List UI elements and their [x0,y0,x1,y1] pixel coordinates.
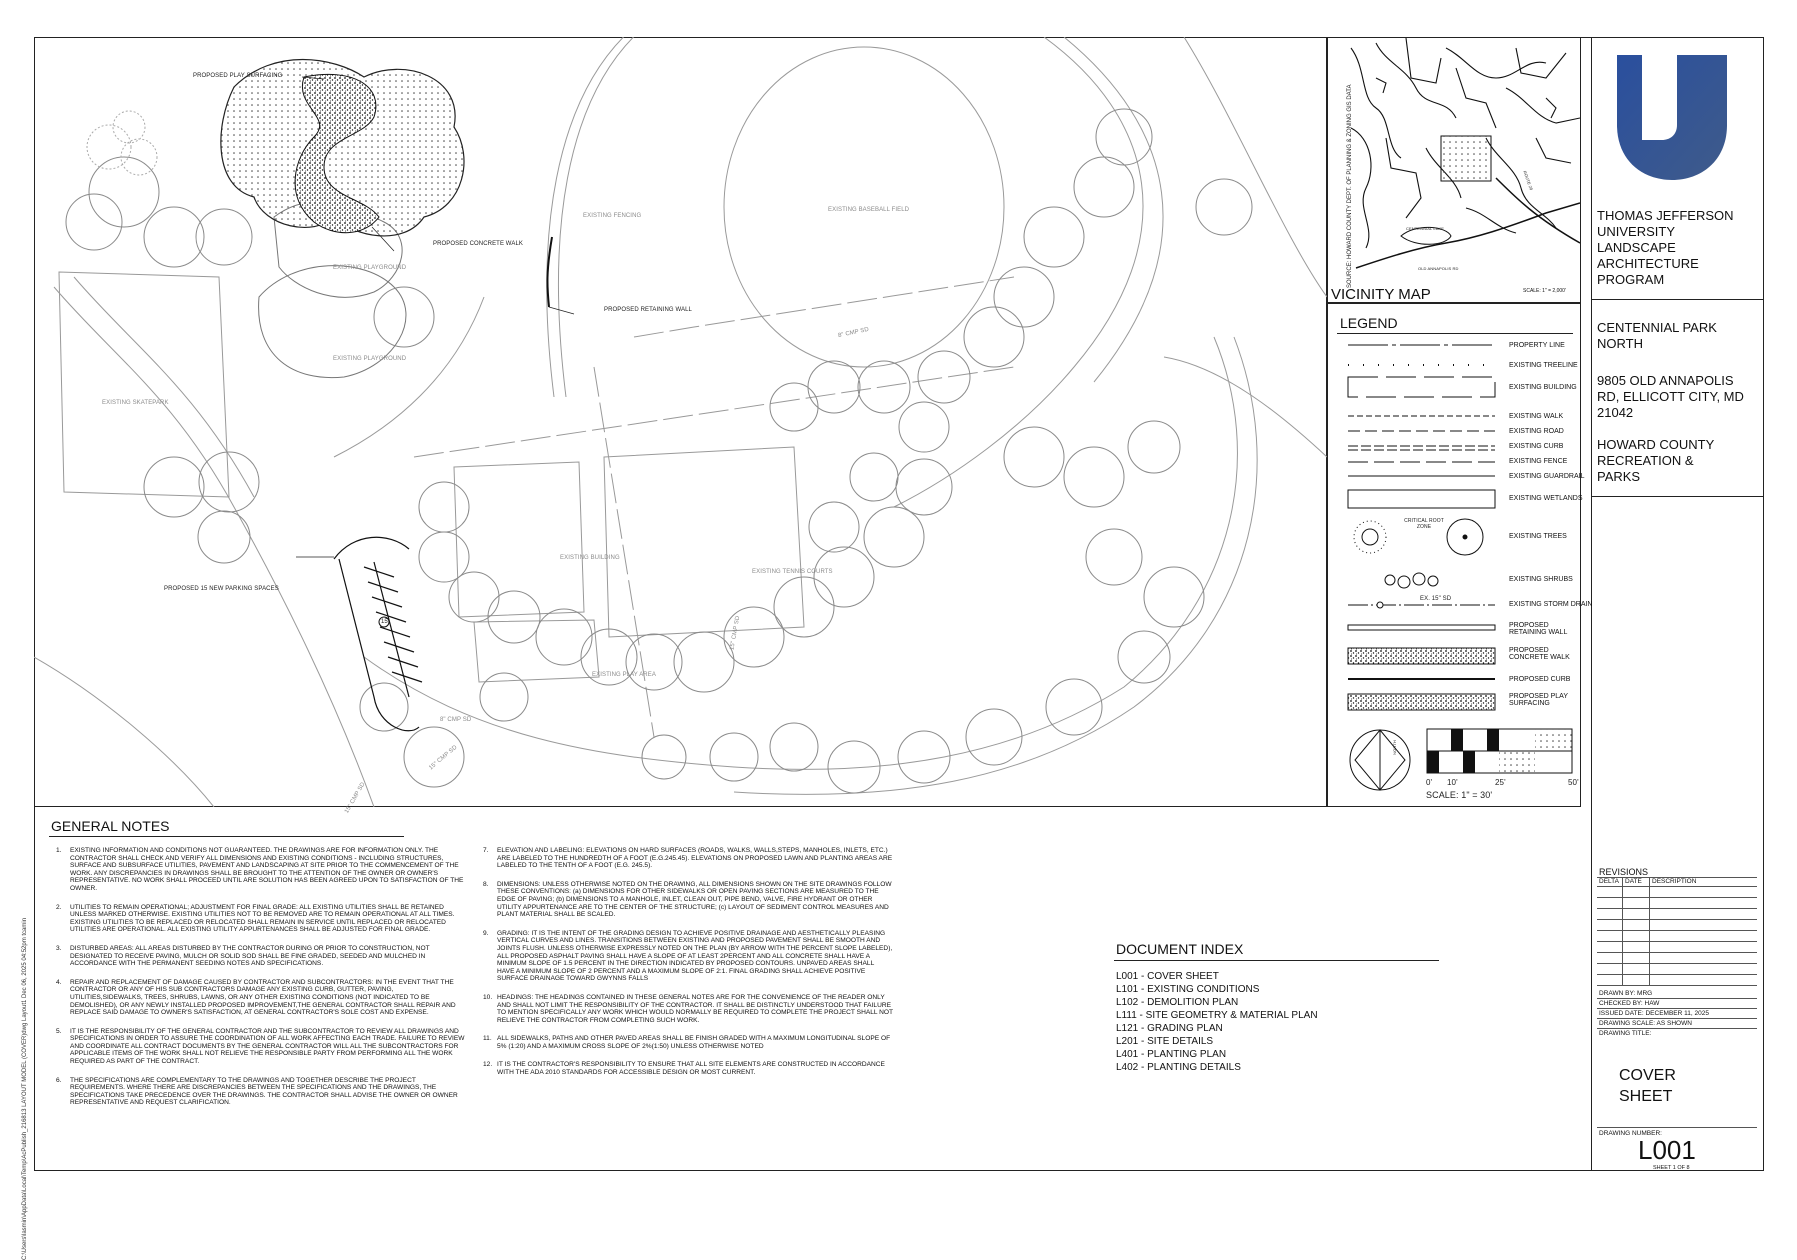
rev-row-line [1597,886,1757,887]
divider [1597,1008,1757,1009]
project-line: NORTH [1597,336,1643,351]
scale-tick: 50' [1568,778,1579,787]
legend-critical-root-zone: CRITICAL ROOT ZONE [1404,518,1444,530]
general-notes-col-2 [483,847,893,1088]
rev-header: DELTA [1599,878,1619,885]
document-index-item: L111 - SITE GEOMETRY & MATERIAL PLAN [1116,1010,1318,1021]
project-line: CENTENNIAL PARK [1597,320,1717,335]
legend-title-underline [1337,333,1573,334]
address-line: 9805 OLD ANNAPOLIS [1597,373,1734,388]
legend-item: EXISTING GUARDRAIL [1509,473,1585,480]
jefferson-logo [1612,45,1732,185]
label-cmp-sd-2: 15" CMP SD [729,615,742,651]
label-proposed-parking: PROPOSED 15 NEW PARKING SPACES [164,586,279,592]
sheet-number: SHEET 1 OF 8 [1653,1165,1690,1171]
drawing-title [1619,1065,1676,1107]
scale-tick: 25' [1495,778,1506,787]
rev-row-line [1597,974,1757,975]
legend-item: EXISTING WALK [1509,413,1564,420]
site-plan-drawing [34,37,1327,807]
rev-header: DESCRIPTION [1652,878,1697,885]
label-parking-count: 15 [381,619,388,625]
graphic-scale [1425,727,1575,777]
note-item: 9. GRADING: IT IS THE INTENT OF THE GRADING DESIGN TO ACHIEVE POSITIVE DRAINAGE AND AESTHETICALLY PLEASING VERTICAL CURVES AND LINES. TRANSITIONS BETWEEN EXISTING AND PROPOSED PAVEMENT SHALL BE SMOOTH AND JOINTS FLUSH. UNLESS OTHERWISE EXPRESSLY NOTED ON THE PLAN (BY ARROW WITH THE PERCENT SLOPE LABELED), ALL PROPOSED ASPHALT PAVING SHALL HAVE A SLOPE OF AT LEAST 2PERCENT AND ALL CONCRETE SHALL HAVE A MINIMUM SLOPE OF 1.5 PERCENT IN THE DIRECTION INDICATED BY PROPOSED CONTOURS. UNPAVED AREAS SHALL HAVE A MINIMUM SLOPE OF 2 PERCENT AND A MAXIMUM SLOPE OF 2:1. FINAL GRADING SHALL ACHIEVE POSITIVE SURFACE DRAINAGE TOWARD GWYNNS FALLS [483,929,893,983]
divider [1597,1028,1757,1029]
document-index-item: L201 - SITE DETAILS [1116,1036,1214,1047]
note-item: 4. REPAIR AND REPLACEMENT OF DAMAGE CAUSED BY CONTRACTOR AND SUBCONTRACTORS: IN THE EVENT THAT THE CONTRACTOR OR ANY OF HIS SUB CONTRACTORS DAMAGE ANY EXISTING CURB, GUTTER, PAVING, UTILITIES,SIDEWALKS, TREES, SHRUBS, LAWNS, OR ANY OTHER EXISTING CONDITIONS (NOT INDICATED TO BE DEMOLISHED), OR ANY NEWLY INSTALLED PROPOSED IMPROVEMENT,THE GENERAL CONTRACTOR SHALL REPAIR AND REPLACE SAID DAMAGE TO OWNER'S SATISFACTION, AT GENERAL CONTRACTOR'S SOLE COST AND EXPENSE. [56,978,456,1017]
legend-storm-drain-tag: EX. 15" SD [1420,596,1452,602]
vicinity-map-title: VICINITY MAP [1331,286,1431,303]
note-item: 12. IT IS THE CONTRACTOR'S RESPONSIBILITY TO ENSURE THAT ALL SITE ELEMENTS ARE CONSTRUCTED IN ACCORDANCE WITH THE ADA 2010 STANDARDS FOR ACCESSIBLE DESIGN OR MOST CURRENT. [483,1061,885,1077]
note-item: 6. THE SPECIFICATIONS ARE COMPLEMENTARY TO THE DRAWINGS AND TOGETHER DESCRIBE THE PROJECT REQUIREMENTS. WHERE THERE ARE DISCREPANCIES BETWEEN THE SPECIFICATIONS AND THE DRAWINGS, THE SPECIFICATIONS TAKE PRECEDENCE OVER THE DRAWINGS. THE CONTRACTOR SHALL ADVISE THE OWNER OR OWNER REPRESENTATIVE AND REQUEST CLARIFICATION. [56,1076,458,1107]
rev-row-line [1597,930,1757,931]
scale-text: SCALE: 1" = 30' [1426,790,1493,800]
drawing-title-label: DRAWING TITLE: [1599,1030,1652,1037]
school-line: UNIVERSITY [1597,224,1676,239]
rev-row-line [1597,985,1757,986]
note-item: 7. ELEVATION AND LABELING: ELEVATIONS ON HARD SURFACES (ROADS, WALKS, WALLS,STEPS, MANHOLES, INLETS, ETC.) ARE LABELED TO THE HUNDREDTH OF A FOOT (E.G.245.45). ELEVATIONS ON PROPOSED LAWN AND PLANTING AREAS ARE LABELED TO THE TENTH OF A FOOT (E.G. 245.5). [483,847,893,870]
vicinity-road-label: OLD ANNAPOLIS RD [1418,266,1459,271]
divider [1597,1018,1757,1019]
general-notes-title: GENERAL NOTES [51,818,170,834]
divider [1597,1127,1757,1128]
revisions-title: REVISIONS [1599,867,1649,877]
document-index-title: DOCUMENT INDEX [1116,941,1244,957]
logo-shield-icon [1612,45,1732,185]
document-index-underline [1114,960,1439,961]
client-name [1597,437,1714,485]
label-existing-playground-1: EXISTING PLAYGROUND [333,265,407,271]
school-line: LANDSCAPE [1597,240,1676,255]
school-line: THOMAS JEFFERSON [1597,208,1734,223]
school-line: ARCHITECTURE [1597,256,1699,271]
note-item: 1. EXISTING INFORMATION AND CONDITIONS NOT GUARANTEED. THE DRAWINGS ARE FOR INFORMATION ONLY. THE CONTRACTOR SHALL CHECK AND VERIFY ALL DIMENSIONS AND EXISTING CONDITIONS - INCLUDING STRUCTURES, SURFACE AND SUBSURFACE UTILITIES, PAVEMENT AND LANDSCAPING AT SITE PRIOR TO THE COMMENCEMENT OF THE WORK. ANY DISCREPANCIES IN DRAWINGS SHALL BE BROUGHT TO THE ATTENTION OF THE OWNER OR OWNER'S REPRESENTATIVE. NO WORK SHALL PROCEED UNTIL ARE SOLUTION HAS BEEN AGREED UPON TO SATISFACTION OF THE OWNER. [56,847,464,892]
rev-row-line [1597,908,1757,909]
label-existing-tennis-courts: EXISTING TENNIS COURTS [752,569,833,575]
legend-item: EXISTING TREES [1509,533,1567,540]
vicinity-map [1346,38,1580,288]
project-address [1597,373,1744,421]
vicinity-scale: SCALE: 1" = 2,000' [1523,288,1566,294]
legend-item: EXISTING WETLANDS [1509,495,1583,502]
label-cmp-sd-5: 15" CMP SD [344,781,367,815]
legend-item: PROPOSED CURB [1509,676,1571,683]
note-item: 8. DIMENSIONS: UNLESS OTHERWISE NOTED ON THE DRAWING, ALL DIMENSIONS SHOWN ON THE SITE DRAWINGS FOLLOW THESE CONVENTIONS: (a) DIMENSIONS FOR OTHER SIDEWALKS OR OPEN PAVING SECTIONS ARE MEASURED TO THE EDGE OF PAVING; (b) DIMENSIONS TO A MANHOLE, INLET, CLEAN OUT, PIPE BEND, VALVE, FIRE HYDRANT OR OTHER UTILITY APPURTENANCE ARE TO THE CENTER OF THE STRUCTURE; (c) LAYOUT OF SEDIMENT CONTROL MEASURES AND PLANT MATERIAL SHALL BE SCALED. [483,880,892,919]
legend-item: PROPERTY LINE [1509,342,1565,349]
label-proposed-retaining-wall: PROPOSED RETAINING WALL [604,307,692,313]
vicinity-route-label: ROUTE 29 [1522,170,1535,191]
drawing-title-line: SHEET [1619,1088,1673,1105]
rev-row-line [1597,963,1757,964]
general-notes-underline [49,836,404,837]
rev-row-line [1597,897,1757,898]
rev-col-line [1622,877,1623,985]
school-line: PROGRAM [1597,272,1665,287]
legend-item: EXISTING FENCE [1509,458,1568,465]
rev-row-line [1597,877,1757,878]
rev-row-line [1597,941,1757,942]
label-existing-play-area: EXISTING PLAY AREA [592,672,656,678]
legend-north-label: NORTH [1391,740,1397,755]
vicinity-lake-label: CENTENNIAL LAKE [1406,226,1445,231]
scale-tick: 0' [1426,778,1433,787]
divider [1591,299,1764,300]
legend-item: EXISTING BUILDING [1509,384,1577,391]
client-line: RECREATION & [1597,453,1694,468]
drawing-title-line: COVER [1619,1067,1676,1084]
drawing-scale: DRAWING SCALE: AS SHOWN [1599,1020,1692,1027]
label-proposed-concrete-walk: PROPOSED CONCRETE WALK [433,241,523,247]
label-cmp-sd-1: 8" CMP SD [837,326,870,340]
divider [1591,496,1764,497]
drawn-by: DRAWN BY: MRG [1599,990,1653,997]
note-item: 3. DISTURBED AREAS: ALL AREAS DISTURBED BY THE CONTRACTOR DURING OR PRIOR TO CONSTRUCTION, NOT DESIGNATED TO RECEIVE PAVING, MULCH OR SOLID SOD SHALL BE FINE GRADED, SEEDED AND MULCHED IN ACCORDANCE WITH THE PERMANENT SEEDING NOTES AND SPECIFICATIONS. [56,944,430,968]
label-proposed-play-surfacing: PROPOSED PLAY SURFACING [193,73,283,79]
graphic-scale-drawing [1425,727,1575,777]
document-index-list [1116,970,1318,1074]
address-line: RD, ELLICOTT CITY, MD [1597,389,1744,404]
general-notes-col-1 [56,847,466,1118]
label-cmp-sd-4: 15" CMP SD [428,744,459,772]
project-name [1597,320,1717,352]
divider [1597,998,1757,999]
label-existing-playground-2: EXISTING PLAYGROUND [333,356,407,362]
label-existing-baseball-field: EXISTING BASEBALL FIELD [828,207,910,213]
document-index-item: L121 - GRADING PLAN [1116,1023,1223,1034]
school-name [1597,208,1734,288]
checked-by: CHECKED BY: HAW [1599,1000,1660,1007]
revisions-table [1597,877,1757,1007]
rev-row-line [1597,919,1757,920]
label-existing-fencing: EXISTING FENCING [583,213,642,219]
document-index-item: L101 - EXISTING CONDITIONS [1116,984,1260,995]
legend-item: EXISTING TREELINE [1509,362,1578,369]
vicinity-map-drawing [1346,38,1580,288]
legend-item: PROPOSED CONCRETE WALK [1509,647,1570,661]
label-existing-skatepark: EXISTING SKATEPARK [102,400,169,406]
legend-item: EXISTING ROAD [1509,428,1564,435]
note-item: 10. HEADINGS: THE HEADINGS CONTAINED IN THESE GENERAL NOTES ARE FOR THE CONVENIENCE OF THE READER ONLY AND SHALL NOT LIMIT THE RESPONSIBILITY OF THE CONTRACTOR. IT SHALL BE DISTINCTLY UNDERSTOOD THAT FAILURE TO MENTION SPECIFICALLY ANY WORK WHICH WOULD NORMALLY BE REQUIRED TO COMPLETE THE PROJECT SHALL NOT RELIEVE THE CONTRACTOR FROM COMPLETING SUCH WORK. [483,993,893,1024]
vicinity-title-underline [1327,303,1581,304]
legend-item: EXISTING STORM DRAIN [1509,601,1593,608]
file-path-text: C:\Users\lasmin\AppData\Local\Temp\AcPublish_216813 LAYOUT MODEL (COVER)dwg Layout1 Dec 06, 2025 04:52pm tcamin [22,917,28,1260]
document-index-item: L401 - PLANTING PLAN [1116,1049,1227,1060]
title-block [1591,37,1764,1171]
drawing-number: L001 [1638,1135,1696,1165]
note-item: 5. IT IS THE RESPONSIBILITY OF THE GENERAL CONTRACTOR AND THE SUBCONTRACTOR TO REVIEW ALL DRAWINGS AND SPECIFICATIONS IN ORDER TO ASSURE THE COORDINATION OF ALL WORK AFFECTING EACH TRADE. FAILURE TO REVIEW AND COORDINATE ALL CONTRACT DOCUMENTS BY THE GENERAL CONTRACTOR WILL ALL THE SUBCONTRACTORS FOR APPLICABLE ITEMS OF THE WORK SHALL NOT RELIEVE THE RESPONSIBLE PARTY FROM PERFORMING ALL THE WORK REQUIRED AS PART OF THE CONTRACT. [56,1027,465,1066]
rev-col-line [1649,877,1650,985]
document-index-item: L001 - COVER SHEET [1116,971,1219,982]
label-existing-building: EXISTING BUILDING [560,555,620,561]
client-line: HOWARD COUNTY [1597,437,1715,452]
legend-title: LEGEND [1340,315,1398,331]
document-index-item: L402 - PLANTING DETAILS [1116,1062,1241,1073]
site-plan [34,37,1327,807]
rev-header: DATE [1625,878,1642,885]
label-cmp-sd-3: 8" CMP SD [440,717,472,723]
document-index-item: L102 - DEMOLITION PLAN [1116,997,1239,1008]
legend-item: EXISTING CURB [1509,443,1564,450]
note-item: 2. UTILITIES TO REMAIN OPERATIONAL; ADJUSTMENT FOR FINAL GRADE: ALL EXISTING UTILITIES SHALL BE RETAINED UNLESS MARKED OTHERWISE. EXISTING UTILITIES NOT TO BE REMOVED ARE TO REMAIN OPERATIONAL AT ALL TIMES. EXISTING UTILITIES TO BE REPLACED OR RELOCATED SHALL REMAIN IN SERVICE UNTIL REPLACED OR RELOCATED UTILITIES ARE OPERATIONAL. ALL EXISTING UTILITY APPURTENANCES SHALL BE ADJUSTED FOR FINAL GRADE. [56,903,455,934]
vicinity-source: SOURCE: HOWARD COUNTY DEPT. OF PLANNING & ZONING GIS DATA [1347,84,1353,288]
scale-tick: 10' [1447,778,1458,787]
legend-item: PROPOSED RETAINING WALL [1509,622,1568,636]
address-line: 21042 [1597,405,1634,420]
client-line: PARKS [1597,469,1641,484]
rev-row-line [1597,952,1757,953]
legend-item: EXISTING SHRUBS [1509,576,1573,583]
legend-item: PROPOSED PLAY SURFACING [1509,693,1568,707]
note-item: 11. ALL SIDEWALKS, PATHS AND OTHER PAVED AREAS SHALL BE FINISH GRADED WITH A MAXIMUM LONGITUDINAL SLOPE OF 5% (1:20) AND A MAXIMUM CROSS SLOPE OF 2%(1:50) UNLESS OTHERWISE NOTED [483,1035,891,1050]
drawing-number-label: DRAWING NUMBER: [1599,1130,1662,1137]
issued-date: ISSUED DATE: DECEMBER 11, 2025 [1599,1010,1709,1017]
